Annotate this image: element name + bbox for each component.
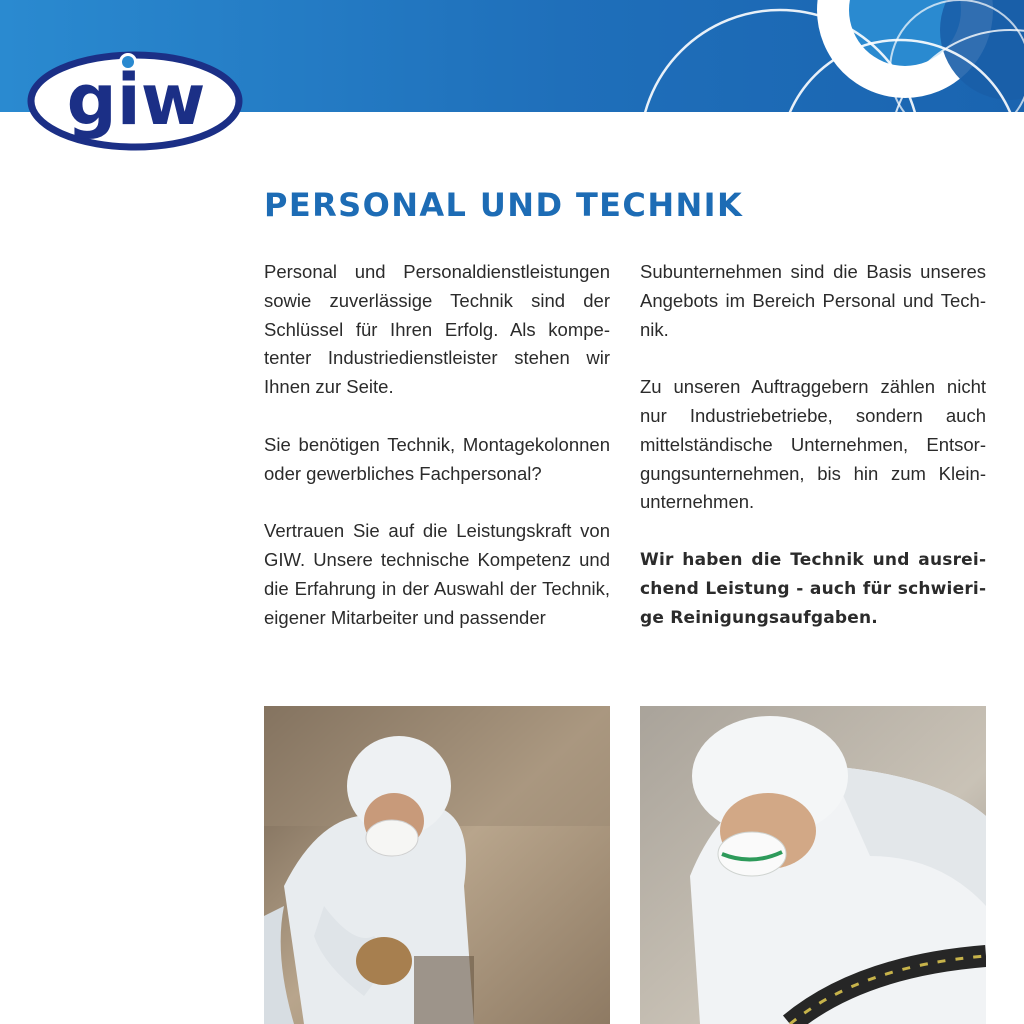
emphasis-paragraph: Wir haben die Technik und ausreichend Leistung - auch für schwierige Reinigungsaufgaben.	[640, 549, 986, 628]
logo-text: giw	[66, 59, 206, 141]
giw-logo	[24, 48, 246, 156]
text-column-right	[640, 258, 986, 632]
photo-worker-right	[640, 706, 986, 1024]
paragraph: Zu unseren Auftraggebern zählen nicht nur Industriebetriebe, sondern auch mittelständische Unternehmen, Entsorgungsunternehmen, bis hin zum Kleinunternehmen.	[640, 376, 986, 513]
photo-worker-left	[264, 706, 610, 1024]
page-title: PERSONAL UND TECHNIK	[264, 186, 744, 224]
paragraph: Sie benötigen Technik, Montagekolonnen oder gewerbliches Fachpersonal?	[264, 433, 610, 484]
paragraph: Subunternehmen sind die Basis unseres Angebots im Bereich Personal und Technik.	[640, 261, 986, 340]
paragraph: Personal und Personaldienstleistungen sowie zuverlässige Technik sind der Schlüssel für Ihren Erfolg. Als kompetenter Industriedienstleister stehen wir Ihnen zur Seite.	[264, 261, 610, 398]
text-column-left	[264, 258, 610, 632]
paragraph: Vertrauen Sie auf die Leistungskraft von GIW. Unsere technische Kompetenz und die Erfahrung in der Auswahl der Technik, eigener Mitarbeiter und passender	[264, 520, 610, 628]
